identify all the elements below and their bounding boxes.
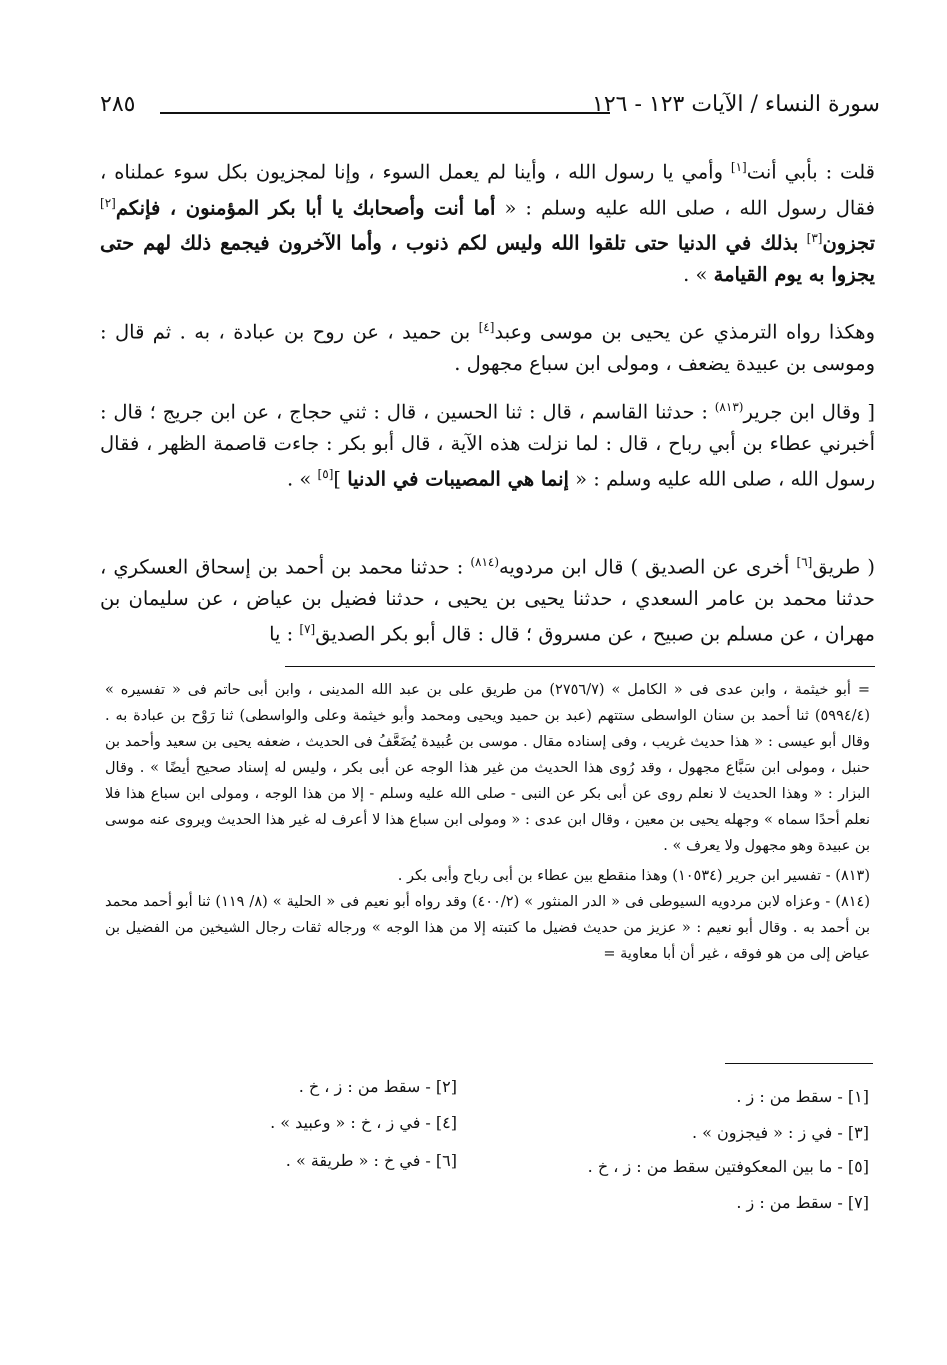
running-title: سورة النساء / الآيات ١٢٣ - ١٢٦: [592, 92, 880, 117]
paragraph-tirmidhi: [100, 312, 875, 379]
variant-note-6: [٦] - في خ : « طريقة » .: [285, 1151, 457, 1170]
prophetic-text: بذلك في الدنيا حتى تلقوا الله وليس لكم ذنوب ، وأما الآخرون فيجمع ذلك لهم حتى يجزوا به يوم القيامة: [100, 231, 875, 286]
variant-note-2: [٢] - سقط من : ز ، خ .: [298, 1077, 457, 1096]
text-run: [ وقال ابن جرير: [743, 400, 875, 424]
text-run: بن حميد ، عن روح بن عبادة ، به . ثم قال : وموسى بن عبيدة يضعف ، ومولى ابن سباع مجهول .: [100, 320, 875, 375]
note-marker: [٢]: [100, 195, 116, 210]
variant-note-7: [٧] - سقط من : ز .: [736, 1193, 869, 1212]
page-number: ٢٨٥: [100, 92, 136, 117]
text-run: : حدثنا محمد بن أحمد بن إسحاق العسكري ، حدثنا محمد بن عامر السعدي ، حدثنا يحيى بن يحيى ، حدثنا فضيل بن عياض ، عن سليمان بن مهران ، عن مسلم بن صبيح ، عن مسروق ؛ قال : قال أبو بكر الصديق: [100, 555, 875, 645]
footnotes: [105, 677, 870, 967]
note-marker: [٣]: [806, 231, 823, 245]
variant-note-3: [٣] - في ز : « فيجزون » .: [691, 1123, 869, 1142]
note-marker: [٤]: [478, 320, 495, 334]
text-run: أخرى عن الصديق ) قال ابن مردويه: [499, 555, 797, 579]
footnote-separator: [285, 666, 875, 667]
text-run: وهكذا رواه الترمذي عن يحيى بن موسى وعبد: [494, 320, 875, 344]
prophetic-text: إنما هي المصيبات في الدنيا: [347, 467, 569, 490]
note-marker: (٨١٣): [714, 400, 744, 414]
variant-note-4: [٤] - في ز ، خ : « وعبيد » .: [270, 1113, 457, 1132]
text-run: » .: [683, 262, 714, 286]
text-run: » .: [287, 467, 318, 490]
note-marker: [١]: [730, 160, 747, 174]
paragraph-text: [100, 312, 875, 379]
prophetic-text: أما أنت وأصحابك يا أبا بكر المؤمنون ، فإنكم: [115, 196, 496, 219]
text-run: وأمي يا رسول الله ، وأينا لم يعمل السوء ، وإنا لمجزيون بكل سوء عملناه ، فقال رسول الله ، صلى الله عليه وسلم : «: [100, 160, 875, 219]
paragraph-text: [100, 547, 875, 649]
page-header: [100, 92, 880, 132]
note-marker: [٧]: [299, 621, 316, 636]
note-marker: [٥]: [317, 466, 334, 481]
paragraph-text: [100, 152, 875, 290]
header-rule: [160, 112, 610, 114]
paragraph-hadith: [100, 152, 875, 290]
variant-note-5: [٥] - ما بين المعكوفتين سقط من : ز ، خ .: [587, 1157, 869, 1176]
text-run: : حدثنا القاسم ، قال : ثنا الحسين ، قال : ثني حجاج ، عن ابن جريج ؛ قال : أخبرني عطاء بن أبي رباح ، قال : لما نزلت هذه الآية ، قال أبو بكر : جاءت قاصمة الظهر ، فقال رسول الله ، صلى الله عليه وسلم : «: [100, 400, 875, 490]
footnote-continued: = أبو خيثمة ، وابن عدى فى « الكامل » (٢٧٥٦/٧) من طريق على بن عبد الله المدينى ، وابن أبى حاتم فى « تفسيره » (٥٩٩٤/٤) ثنا أحمد بن سنان الواسطى ستتهم (عبد بن حميد ويحيى ومحمد وأبو خيثمة وعلى والواسطى) ثنا رَوْح بن عبادة به . وقال أبو عيسى : « هذا حديث غريب ، وفى إسناده مقال . موسى بن عُبيدة يُضَعَّفُ فى الحديث ، ضعفه يحيى بن سعيد وأحمد بن حنبل ، ومولى ابن سَبَّاع مجهول ، وقد رُوى هذا الحديث من غير هذا الوجه عن أبى بكر ، وليس له إسناد صحيح أيضًا » . وقال البزار : « وهذا الحديث لا نعلم روى عن أبى بكر عن النبى - صلى الله عليه وسلم - إلا من هذا الوجه ، ومولى ابن سباع هذا فلا نعلم أحدًا سماه » وجهله يحيى بن معين ، وقال ابن عدى : « ومولى ابن سباع هذا لا أعرف له غير هذا الحديث ويروى عنه موسى بن عبيدة وهو مجهول ولا يعرف » .: [105, 682, 870, 854]
text-run: [798, 232, 806, 255]
note-marker: [٦]: [796, 555, 813, 569]
note-marker: (٨١٤): [470, 555, 500, 569]
paragraph-ibn-marduyah: [100, 547, 875, 649]
paragraph-text: [100, 392, 875, 494]
variant-note-1: [١] - سقط من : ز .: [736, 1087, 869, 1106]
text-run: ( طريق: [812, 555, 875, 579]
prophetic-text: تجزون: [822, 231, 875, 255]
footnote-814: (٨١٤) - وعزاه لابن مردويه السيوطى فى « الدر المنثور » (٤٠٠/٢) وقد رواه أبو نعيم فى « الحلية » (٨/ ١١٩) ثنا أبو أحمد محمد بن أحمد به . وقال أبو نعيم : « عزيز من حديث فضيل ما كتبته إلا من هذا الوجه » ورجاله ثقات رجال الشيخين من الفضيل بن عياض إلى من هو فوقه ، غير أن أبا معاوية =: [105, 894, 870, 962]
text-run: قلت : بأبي أنت: [746, 160, 875, 184]
variants-separator: [725, 1063, 873, 1064]
paragraph-ibn-jarir: [100, 392, 875, 494]
text-run: ]: [333, 467, 348, 490]
footnote-813: (٨١٣) - تفسير ابن جرير (١٠٥٣٤) وهذا منقطع بين عطاء بن أبى رباح وأبى بكر .: [397, 868, 870, 884]
text-run: : يا: [269, 622, 300, 645]
